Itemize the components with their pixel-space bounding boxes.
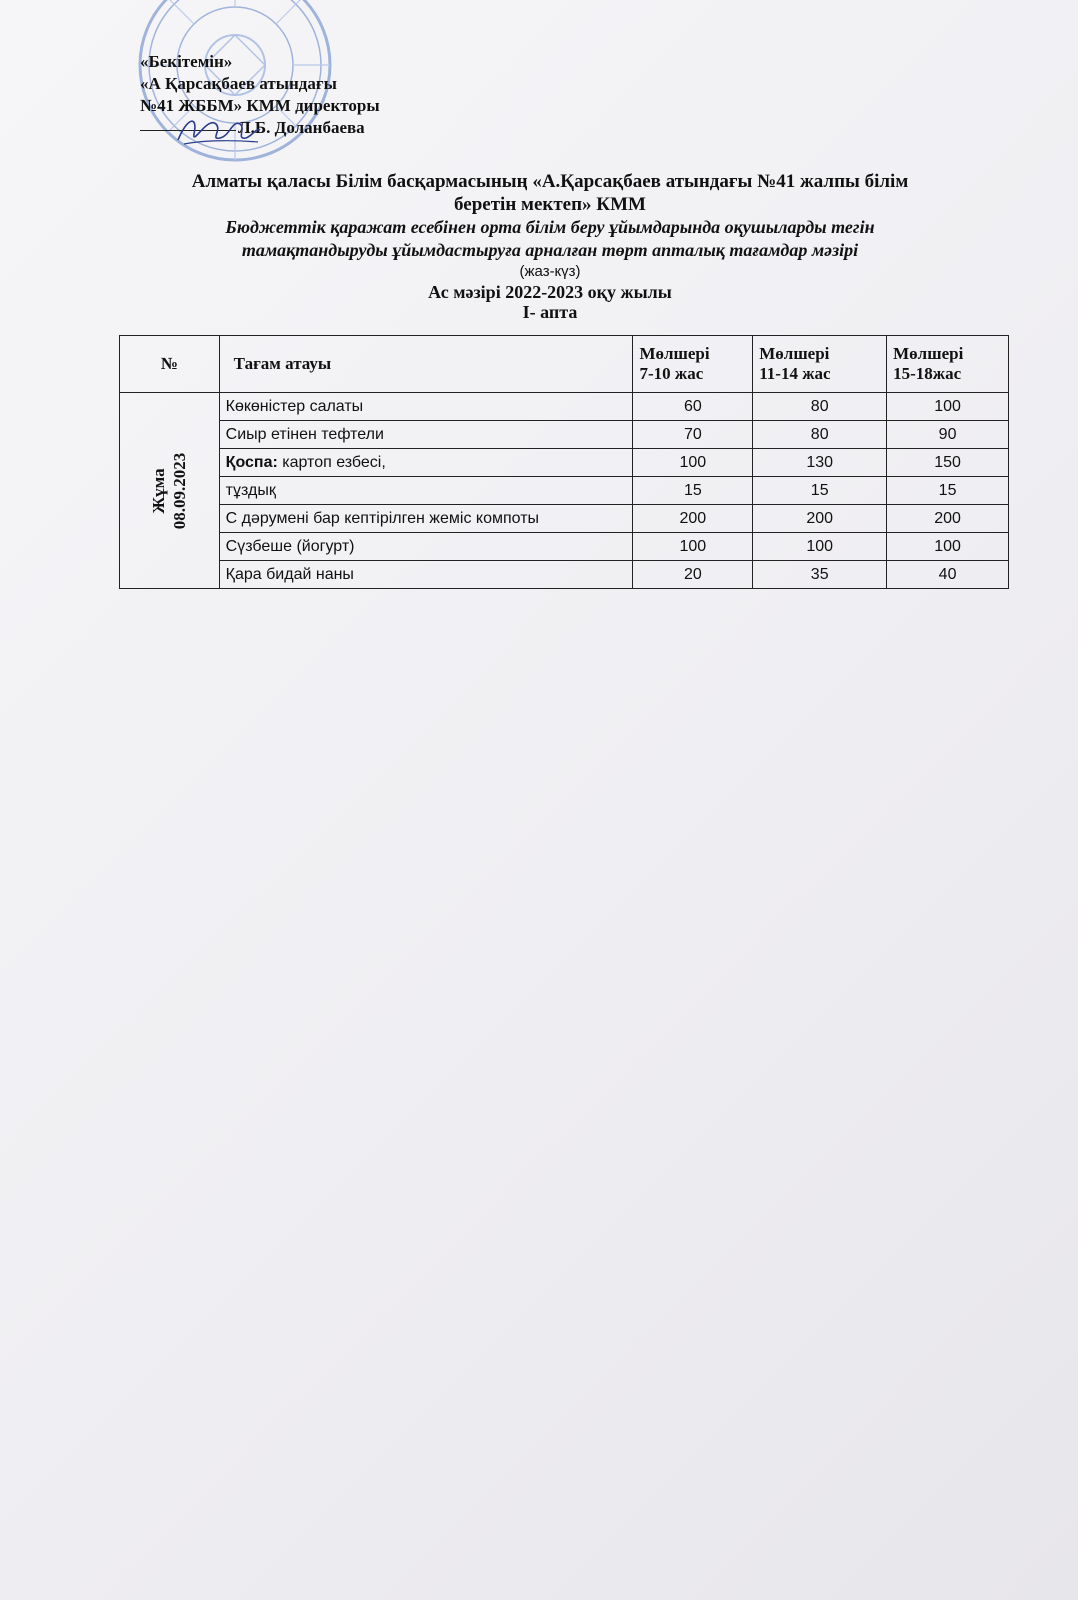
signature-icon: [174, 110, 264, 150]
table-row: [120, 533, 1009, 561]
academic-year: Ас мәзірі 2022-2023 оқу жылы: [428, 282, 672, 302]
season-label: (жаз-күз): [519, 263, 581, 280]
portion-value-3: 15: [887, 477, 1009, 505]
day-cell: [120, 393, 220, 589]
header-portion-7-10: Мөлшері 7-10 жас: [633, 336, 753, 393]
portion-value-3: 100: [887, 533, 1009, 561]
dish-name: Сиыр етінен тефтели: [225, 425, 384, 443]
dish-name: Сүзбеше (йогурт): [225, 537, 355, 555]
approval-position: №41 ЖББМ» КММ директоры: [140, 96, 380, 115]
header-dish-name: Тағам атауы: [219, 336, 633, 393]
dish-name-cell: [219, 393, 633, 421]
portion-value-1: 70: [633, 421, 753, 449]
portion-value-1: 15: [633, 477, 753, 505]
table-row: [120, 477, 1009, 505]
dish-name: С дәрумені бар кептірілген жеміс компоты: [225, 509, 540, 527]
dish-name: тұздық: [225, 481, 276, 499]
approval-signer: Л.Б. Доланбаева: [238, 118, 365, 137]
dish-name-cell: [219, 533, 633, 561]
portion-value-3: 40: [887, 561, 1009, 589]
portion-value-2: 80: [753, 421, 887, 449]
portion-value-3: 150: [887, 449, 1009, 477]
table-row: [120, 449, 1009, 477]
heading-line-4: тамақтандыруды ұйымдастыруға арналған төрт апталық тағамдар мәзірі: [241, 240, 859, 260]
portion-value-2: 130: [753, 449, 887, 477]
dish-name-cell: [219, 505, 633, 533]
approval-school: «А Қарсақбаев атындағы: [140, 74, 337, 93]
dish-name: картоп езбесі,: [277, 453, 386, 471]
dish-prefix: Қоспа:: [225, 453, 278, 471]
approval-title: «Бекітемін»: [140, 52, 233, 71]
dish-name: Көкөністер салаты: [225, 397, 364, 415]
portion-value-1: 100: [633, 449, 753, 477]
portion-value-2: 80: [753, 393, 887, 421]
header-portion-11-14: Мөлшері 11-14 жас: [753, 336, 887, 393]
portion-value-2: 35: [753, 561, 887, 589]
header-number: №: [120, 336, 220, 393]
table-row: [120, 393, 1009, 421]
portion-value-3: 200: [887, 505, 1009, 533]
day-date: 08.09.2023: [170, 452, 190, 529]
week-label: I- апта: [522, 302, 578, 322]
portion-value-2: 200: [753, 505, 887, 533]
dish-name-cell: [219, 449, 633, 477]
heading-line-1: Алматы қаласы Білім басқармасының «А.Қарсақбаев атындағы №41 жалпы білім: [191, 171, 909, 192]
portion-value-2: 100: [753, 533, 887, 561]
portion-value-1: 100: [633, 533, 753, 561]
table-header-row: [120, 336, 1009, 393]
portion-value-1: 60: [633, 393, 753, 421]
heading-line-3: Бюджеттік қаражат есебінен орта білім беру ұйымдарында оқушыларды тегін: [225, 217, 875, 237]
portion-value-3: 100: [887, 393, 1009, 421]
header-portion-15-18: Мөлшері 15-18жас: [887, 336, 1009, 393]
portion-value-1: 200: [633, 505, 753, 533]
portion-value-3: 90: [887, 421, 1009, 449]
dish-name: Қара бидай наны: [225, 565, 354, 583]
heading-line-2: беретін мектеп» КММ: [454, 194, 646, 215]
dish-name-cell: [219, 561, 633, 589]
table-row: [120, 421, 1009, 449]
menu-table: [119, 335, 1009, 589]
document-heading: [110, 170, 990, 322]
table-row: [120, 561, 1009, 589]
day-label: [148, 452, 190, 529]
table-row: [120, 505, 1009, 533]
portion-value-2: 15: [753, 477, 887, 505]
dish-name-cell: [219, 477, 633, 505]
dish-name-cell: [219, 421, 633, 449]
portion-value-1: 20: [633, 561, 753, 589]
day-name: Жұма: [149, 467, 169, 514]
